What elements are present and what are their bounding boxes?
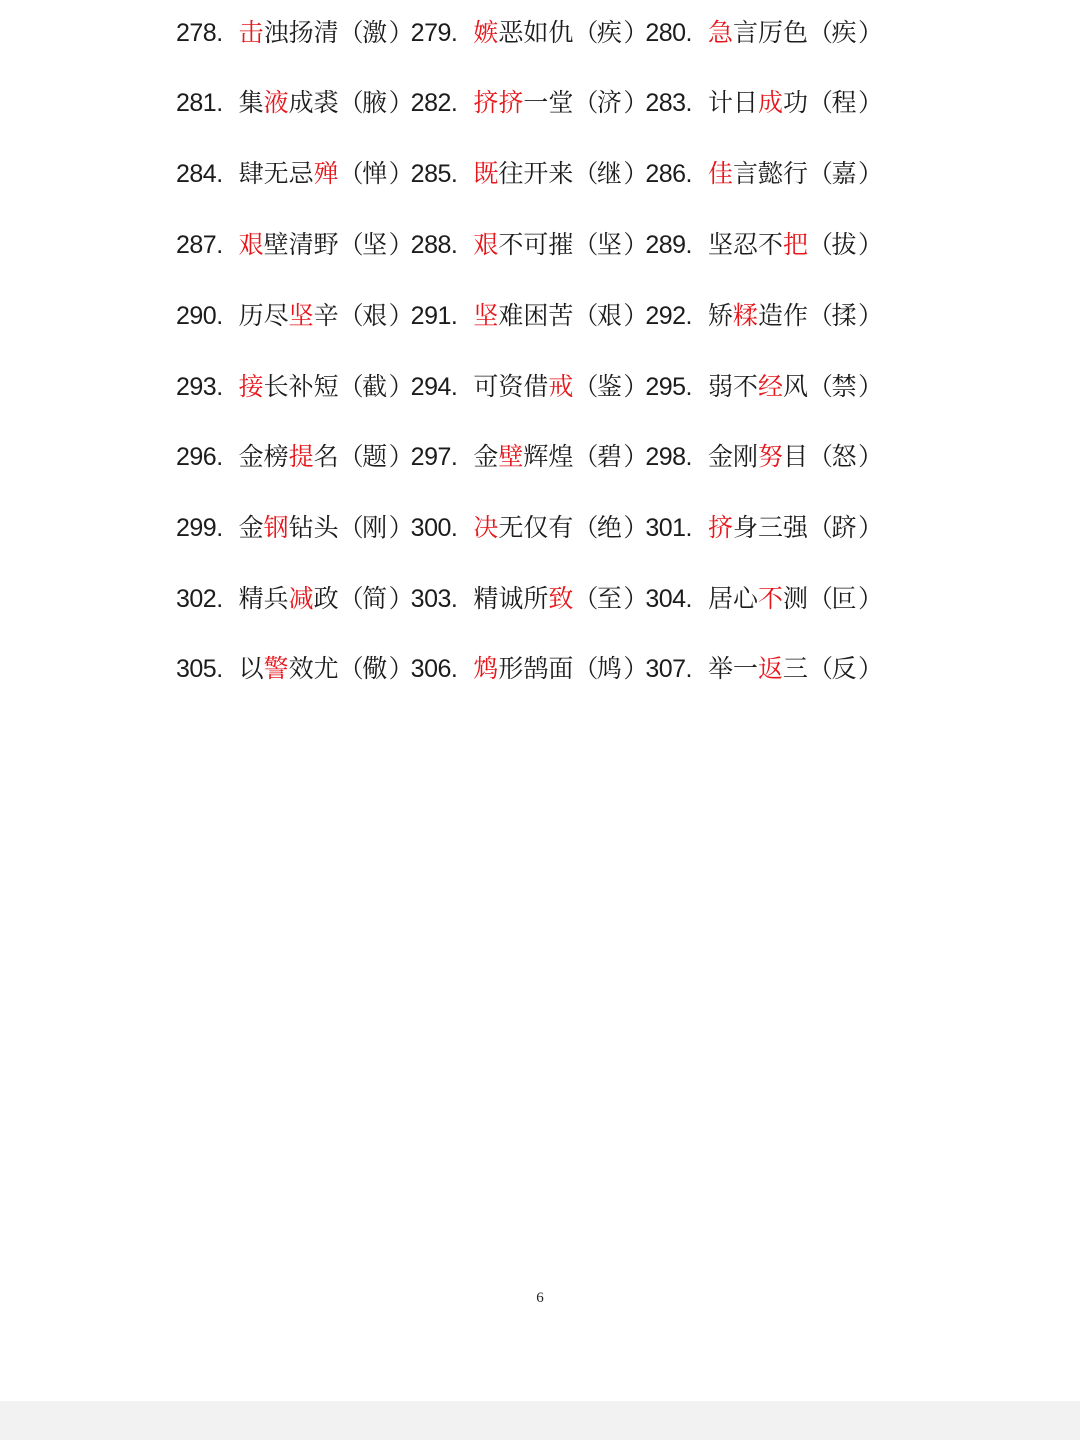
wrong-character: 挤 [708,513,734,542]
open-paren: （ [573,372,599,401]
wrong-character: 嫉 [473,18,499,47]
item-number: 306. [410,655,458,683]
idiom-item [176,362,414,412]
idiom-character: 所 [523,584,549,613]
close-paren: ） [388,442,414,471]
correct-character: 叵 [831,584,857,613]
item-number: 307. [645,655,693,683]
idiom-character: 言 [733,18,759,47]
idiom-character: 堂 [548,88,574,117]
correct-character: 简 [362,584,388,613]
open-paren: （ [573,88,599,117]
idiom-character: 心 [733,584,759,613]
idiom-character: 钻 [288,513,314,542]
idiom-item [176,291,414,341]
idiom-item [645,362,884,412]
idiom-character: 矫 [708,301,734,330]
idiom-item [410,644,649,694]
idiom-character: 厉 [758,18,784,47]
item-number: 286. [645,160,693,188]
idiom-row [176,78,916,128]
idiom-character: 不 [758,230,784,259]
idiom-item [645,432,884,482]
close-paren: ） [388,88,414,117]
item-number: 304. [645,585,693,613]
item-number: 289. [645,231,693,259]
wrong-character: 致 [548,584,574,613]
idiom-character: 举 [708,654,734,683]
idiom-character: 开 [523,159,549,188]
idiom-item [645,574,884,624]
item-number: 293. [176,373,223,401]
close-paren: ） [858,301,884,330]
idiom-character: 清 [288,230,314,259]
item-number: 301. [645,514,693,542]
idiom-row [176,574,916,624]
idiom-character: 无 [498,513,524,542]
idiom-character: 长 [263,372,289,401]
idiom-character: 政 [313,584,339,613]
idiom-item [410,8,649,58]
open-paren: （ [808,513,834,542]
idiom-character: 三 [783,654,809,683]
open-paren: （ [573,18,599,47]
idiom-character: 清 [313,18,339,47]
item-number: 285. [410,160,458,188]
idiom-character: 面 [548,654,574,683]
correct-character: 激 [362,18,388,47]
correct-character: 鸠 [596,654,622,683]
idiom-item [410,220,649,270]
idiom-character: 行 [783,159,809,188]
idiom-character: 名 [313,442,339,471]
wrong-character: 击 [238,18,264,47]
idiom-character: 弱 [708,372,734,401]
idiom-character: 强 [783,513,809,542]
wrong-character: 糅 [733,301,759,330]
correct-character: 程 [831,88,857,117]
close-paren: ） [623,513,649,542]
idiom-character: 风 [783,372,809,401]
idiom-row [176,432,916,482]
idiom-character: 煌 [548,442,574,471]
item-number: 300. [410,514,458,542]
correct-character: 至 [596,584,622,613]
correct-character: 济 [596,88,622,117]
correct-character: 疾 [596,18,622,47]
idiom-character: 尽 [263,301,289,330]
idiom-character: 仅 [523,513,549,542]
idiom-character: 借 [523,372,549,401]
idiom-row [176,291,916,341]
idiom-character: 肆 [238,159,264,188]
open-paren: （ [573,513,599,542]
correct-character: 继 [596,159,622,188]
close-paren: ） [858,372,884,401]
correct-character: 跻 [831,513,857,542]
idiom-character: 裘 [313,88,339,117]
wrong-character: 鸩 [473,654,499,683]
correct-character: 题 [362,442,388,471]
idiom-character: 恶 [498,18,524,47]
idiom-character: 日 [733,88,759,117]
idiom-character: 扬 [288,18,314,47]
correct-character: 怒 [831,442,857,471]
open-paren: （ [338,18,364,47]
idiom-character: 难 [498,301,524,330]
idiom-character: 往 [498,159,524,188]
idiom-item [176,432,414,482]
idiom-item [176,8,414,58]
close-paren: ） [623,654,649,683]
wrong-character: 接 [238,372,264,401]
idiom-item [410,503,649,553]
wrong-character: 钢 [263,513,289,542]
idiom-item [645,8,884,58]
item-number: 294. [410,373,458,401]
idiom-character: 资 [498,372,524,401]
open-paren: （ [338,654,364,683]
idiom-character: 目 [783,442,809,471]
idiom-character: 以 [238,654,264,683]
item-number: 292. [645,302,693,330]
idiom-character: 头 [313,513,339,542]
idiom-item [176,220,414,270]
open-paren: （ [808,654,834,683]
close-paren: ） [858,442,884,471]
idiom-item [645,503,884,553]
wrong-character: 戒 [548,372,574,401]
idiom-character: 辉 [523,442,549,471]
idiom-character: 言 [733,159,759,188]
idiom-item [645,220,884,270]
item-number: 282. [410,89,458,117]
idiom-character: 造 [758,301,784,330]
idiom-character: 计 [708,88,734,117]
idiom-character: 金 [473,442,499,471]
item-number: 298. [645,443,693,471]
correct-character: 腋 [362,88,388,117]
open-paren: （ [808,584,834,613]
open-paren: （ [338,442,364,471]
item-number: 287. [176,231,223,259]
correct-character: 艰 [362,301,388,330]
correct-character: 嘉 [831,159,857,188]
wrong-character: 佳 [708,159,734,188]
wrong-character: 急 [708,18,734,47]
wrong-character: 艰 [473,230,499,259]
idiom-character: 身 [733,513,759,542]
correct-character: 艰 [596,301,622,330]
item-number: 283. [645,89,693,117]
close-paren: ） [858,18,884,47]
correct-character: 刚 [362,513,388,542]
wrong-character: 既 [473,159,499,188]
idiom-row [176,149,916,199]
close-paren: ） [623,301,649,330]
idiom-row [176,362,916,412]
idiom-item [176,644,414,694]
wrong-character: 提 [288,442,314,471]
open-paren: （ [573,159,599,188]
open-paren: （ [808,372,834,401]
correct-character: 坚 [362,230,388,259]
idiom-character: 可 [473,372,499,401]
correct-character: 坚 [596,230,622,259]
idiom-character: 忌 [288,159,314,188]
idiom-character: 尤 [313,654,339,683]
close-paren: ） [388,372,414,401]
open-paren: （ [808,88,834,117]
idiom-character: 野 [313,230,339,259]
wrong-character: 把 [783,230,809,259]
item-number: 305. [176,655,223,683]
item-number: 295. [645,373,693,401]
wrong-character: 液 [263,88,289,117]
idiom-character: 辛 [313,301,339,330]
idiom-character: 刚 [733,442,759,471]
close-paren: ） [388,301,414,330]
idiom-character: 集 [238,88,264,117]
idiom-character: 无 [263,159,289,188]
idiom-row [176,220,916,270]
correct-character: 疾 [831,18,857,47]
idiom-character: 诚 [498,584,524,613]
page-number: 6 [536,1290,544,1306]
idiom-item [410,149,649,199]
idiom-character: 补 [288,372,314,401]
idiom-character: 金 [708,442,734,471]
wrong-character: 警 [263,654,289,683]
idiom-row [176,8,916,58]
idiom-character: 不 [733,372,759,401]
idiom-character: 功 [783,88,809,117]
item-number: 290. [176,302,223,330]
wrong-character: 挤 [498,88,524,117]
close-paren: ） [388,159,414,188]
idiom-row [176,644,916,694]
wrong-character: 挤 [473,88,499,117]
idiom-item [176,574,414,624]
idiom-item [410,362,649,412]
item-number: 296. [176,443,223,471]
open-paren: （ [573,301,599,330]
open-paren: （ [573,230,599,259]
correct-character: 揉 [831,301,857,330]
idiom-character: 一 [733,654,759,683]
viewer-bottom-bar [0,1401,1080,1440]
wrong-character: 殚 [313,159,339,188]
item-number: 302. [176,585,223,613]
open-paren: （ [808,301,834,330]
idiom-character: 榜 [263,442,289,471]
correct-character: 拔 [831,230,857,259]
item-number: 281. [176,89,223,117]
wrong-character: 减 [288,584,314,613]
close-paren: ） [858,230,884,259]
correct-character: 反 [831,654,857,683]
close-paren: ） [388,654,414,683]
idiom-item [176,503,414,553]
close-paren: ） [858,513,884,542]
item-number: 280. [645,19,693,47]
open-paren: （ [573,584,599,613]
open-paren: （ [808,442,834,471]
item-number: 299. [176,514,223,542]
idiom-character: 鹄 [523,654,549,683]
open-paren: （ [338,230,364,259]
wrong-character: 经 [758,372,784,401]
close-paren: ） [623,88,649,117]
open-paren: （ [338,513,364,542]
idiom-character: 形 [498,654,524,683]
close-paren: ） [858,159,884,188]
wrong-character: 艰 [238,230,264,259]
idiom-character: 历 [238,301,264,330]
wrong-character: 决 [473,513,499,542]
close-paren: ） [623,159,649,188]
item-number: 278. [176,19,223,47]
open-paren: （ [573,654,599,683]
idiom-character: 兵 [263,584,289,613]
idiom-character: 有 [548,513,574,542]
idiom-character: 困 [523,301,549,330]
idiom-character: 测 [783,584,809,613]
idiom-character: 来 [548,159,574,188]
close-paren: ） [858,88,884,117]
idiom-item [645,78,884,128]
open-paren: （ [808,230,834,259]
wrong-character: 返 [758,654,784,683]
item-number: 297. [410,443,458,471]
close-paren: ） [623,18,649,47]
idiom-character: 成 [288,88,314,117]
idiom-character: 一 [523,88,549,117]
idiom-item [410,432,649,482]
idiom-item [176,149,414,199]
correct-character: 碧 [596,442,622,471]
idiom-character: 不 [498,230,524,259]
open-paren: （ [338,372,364,401]
idiom-character: 摧 [548,230,574,259]
wrong-character: 坚 [473,301,499,330]
idiom-row [176,503,916,553]
close-paren: ） [623,230,649,259]
correct-character: 儆 [362,654,388,683]
idiom-item [645,291,884,341]
item-number: 303. [410,585,458,613]
close-paren: ） [623,442,649,471]
idiom-character: 金 [238,513,264,542]
idiom-character: 色 [783,18,809,47]
idiom-character: 效 [288,654,314,683]
correct-character: 绝 [596,513,622,542]
open-paren: （ [573,442,599,471]
idiom-character: 仇 [548,18,574,47]
idiom-item [176,78,414,128]
idiom-character: 如 [523,18,549,47]
idiom-character: 苦 [548,301,574,330]
idiom-item [645,644,884,694]
close-paren: ） [388,230,414,259]
idiom-character: 精 [238,584,264,613]
correct-character: 鉴 [596,372,622,401]
open-paren: （ [808,18,834,47]
idiom-character: 金 [238,442,264,471]
open-paren: （ [338,301,364,330]
idiom-item [410,574,649,624]
wrong-character: 壁 [498,442,524,471]
wrong-character: 努 [758,442,784,471]
idiom-item [410,78,649,128]
close-paren: ） [623,584,649,613]
wrong-character: 成 [758,88,784,117]
close-paren: ） [858,654,884,683]
idiom-character: 忍 [733,230,759,259]
correct-character: 惮 [362,159,388,188]
close-paren: ） [858,584,884,613]
close-paren: ） [388,584,414,613]
idiom-character: 短 [313,372,339,401]
item-number: 279. [410,19,458,47]
idiom-character: 三 [758,513,784,542]
close-paren: ） [388,513,414,542]
wrong-character: 不 [758,584,784,613]
idiom-character: 懿 [758,159,784,188]
idiom-character: 精 [473,584,499,613]
item-number: 284. [176,160,223,188]
idiom-character: 可 [523,230,549,259]
idiom-character: 坚 [708,230,734,259]
idiom-character: 壁 [263,230,289,259]
wrong-character: 坚 [288,301,314,330]
correct-character: 截 [362,372,388,401]
item-number: 291. [410,302,458,330]
correct-character: 禁 [831,372,857,401]
idiom-item [645,149,884,199]
open-paren: （ [808,159,834,188]
open-paren: （ [338,584,364,613]
close-paren: ） [623,372,649,401]
close-paren: ） [388,18,414,47]
item-number: 288. [410,231,458,259]
idiom-item [410,291,649,341]
open-paren: （ [338,159,364,188]
idiom-character: 居 [708,584,734,613]
idiom-character: 浊 [263,18,289,47]
open-paren: （ [338,88,364,117]
idiom-character: 作 [783,301,809,330]
